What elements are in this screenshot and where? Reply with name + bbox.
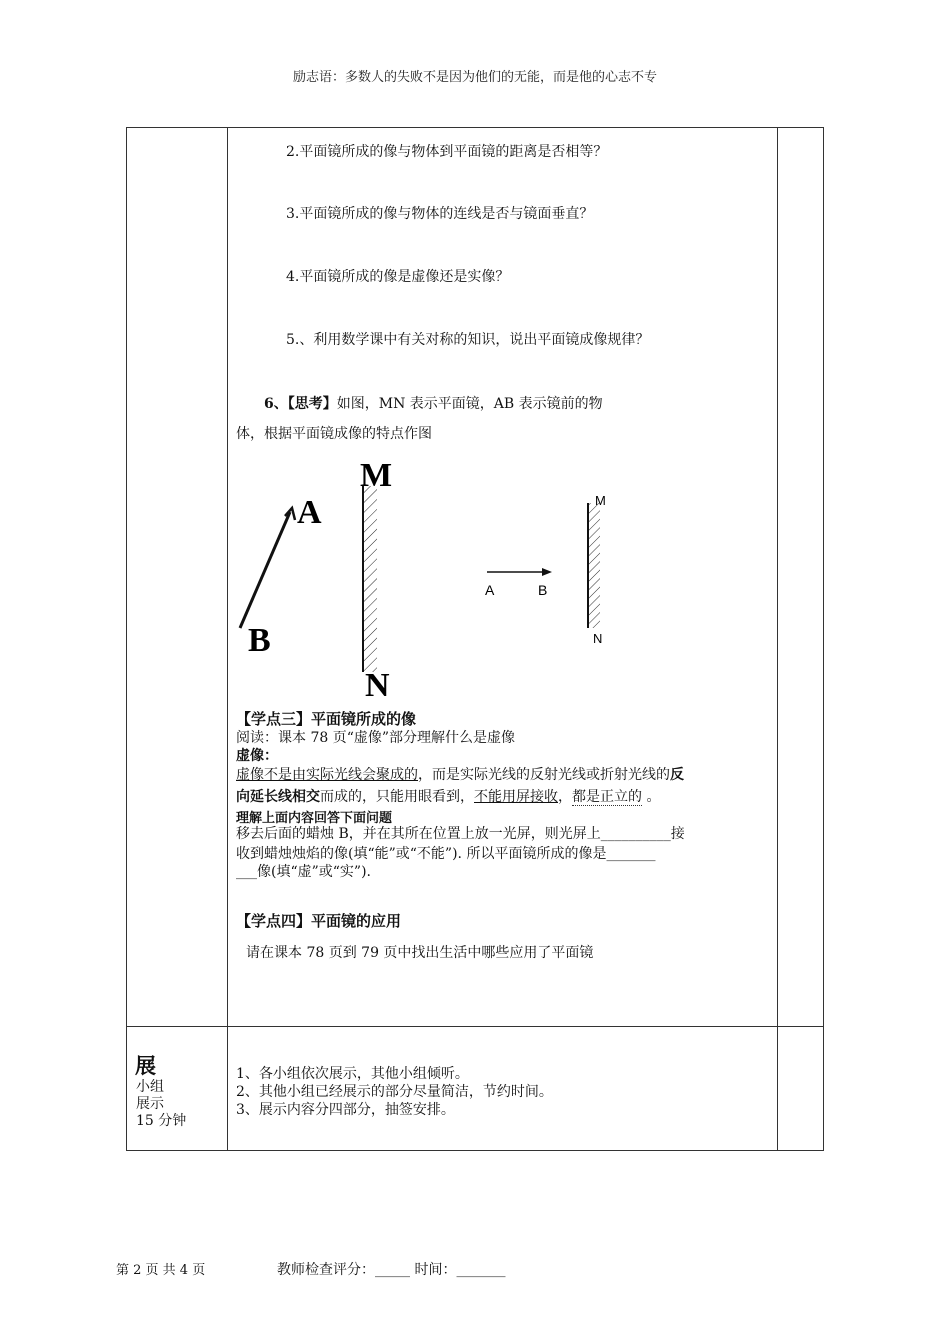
def-bold-2: 向延长线相交 [236, 789, 320, 805]
fill-line-1: 移去后面的蜡烛 B，并在其所在位置上放一光屏，则光屏上__________接 [236, 826, 685, 842]
def-end: 。 [642, 789, 661, 805]
point4-text: 请在课本 78 页到 79 页中找出生活中哪些应用了平面镜 [246, 945, 594, 961]
show-label-3: 15 分钟 [136, 1113, 187, 1129]
label-b: B [248, 622, 271, 659]
label-a-small: A [485, 582, 495, 598]
def-text-2: ，而是实际光线的反射光线或折射光线的 [418, 767, 670, 783]
teacher-check: 教师检查评分：_____ 时间：_______ [277, 1262, 506, 1278]
fill-line-2: 收到蜡烛烛焰的像(填“能”或“不能”). 所以平面镜所成的像是_______ [236, 846, 656, 862]
label-m-small: M [595, 493, 606, 508]
def-bold-1: 反 [670, 767, 684, 783]
figure-mirror-ab [228, 450, 428, 710]
show-item-1: 1、各小组依次展示，其他小组倾听。 [236, 1066, 469, 1082]
label-n: N [365, 667, 390, 704]
understand-heading: 理解上面内容回答下面问题 [236, 811, 393, 826]
virtual-definition [236, 764, 776, 808]
fill-line-3: ___像(填“虚”或“实”). [236, 864, 372, 880]
think-line-1 [264, 393, 603, 413]
def-underlined-1: 虚像不是由实际光线会聚成的 [236, 767, 418, 783]
point3-read: 阅读：课本 78 页“虚像”部分理解什么是虚像 [236, 730, 516, 746]
show-label-1: 小组 [136, 1079, 164, 1095]
point4-title: 【学点四】平面镜的应用 [236, 912, 402, 930]
def-text-3: 而成的，只能用眼看到， [320, 789, 474, 805]
mirror-hatching [363, 486, 377, 672]
question-3: 3.平面镜所成的像与物体的连线是否与镜面垂直？ [286, 206, 594, 222]
def-underlined-3: 都是正立的 [572, 789, 642, 805]
def-underlined-2: 不能用屏接收 [474, 789, 558, 805]
object-ab-line [240, 512, 290, 628]
def-comma: ， [558, 789, 572, 805]
label-b-small: B [538, 582, 548, 598]
show-item-2: 2、其他小组已经展示的部分尽量简洁，节约时间。 [236, 1084, 553, 1100]
figure-mirror-small [478, 488, 628, 653]
point3-title: 【学点三】平面镜所成的像 [236, 710, 417, 728]
arrow-ab-head [542, 568, 552, 576]
show-item-3: 3、展示内容分四部分，抽签安排。 [236, 1102, 455, 1118]
label-n-small: N [593, 631, 603, 646]
show-big-label: 展 [135, 1054, 156, 1078]
motto-header: 励志语：多数人的失败不是因为他们的无能，而是他的心志不专 [292, 70, 657, 85]
label-m: M [360, 457, 393, 494]
question-5: 5.、利用数学课中有关对称的知识，说出平面镜成像规律？ [286, 332, 650, 348]
virtual-label: 虚像： [236, 748, 278, 764]
mirror-hatching-small [588, 503, 600, 628]
show-label-2: 展示 [136, 1096, 164, 1112]
think-text: 如图，MN 表示平面镜，AB 表示镜前的物 [336, 396, 603, 412]
label-a: A [297, 494, 322, 531]
think-line-2: 体，根据平面镜成像的特点作图 [236, 426, 432, 442]
think-label: 6、【思考】 [264, 396, 337, 412]
question-4: 4.平面镜所成的像是虚像还是实像？ [286, 269, 510, 285]
question-2: 2.平面镜所成的像与物体到平面镜的距离是否相等？ [286, 144, 608, 160]
page-number: 第 2 页 共 4 页 [116, 1263, 206, 1278]
